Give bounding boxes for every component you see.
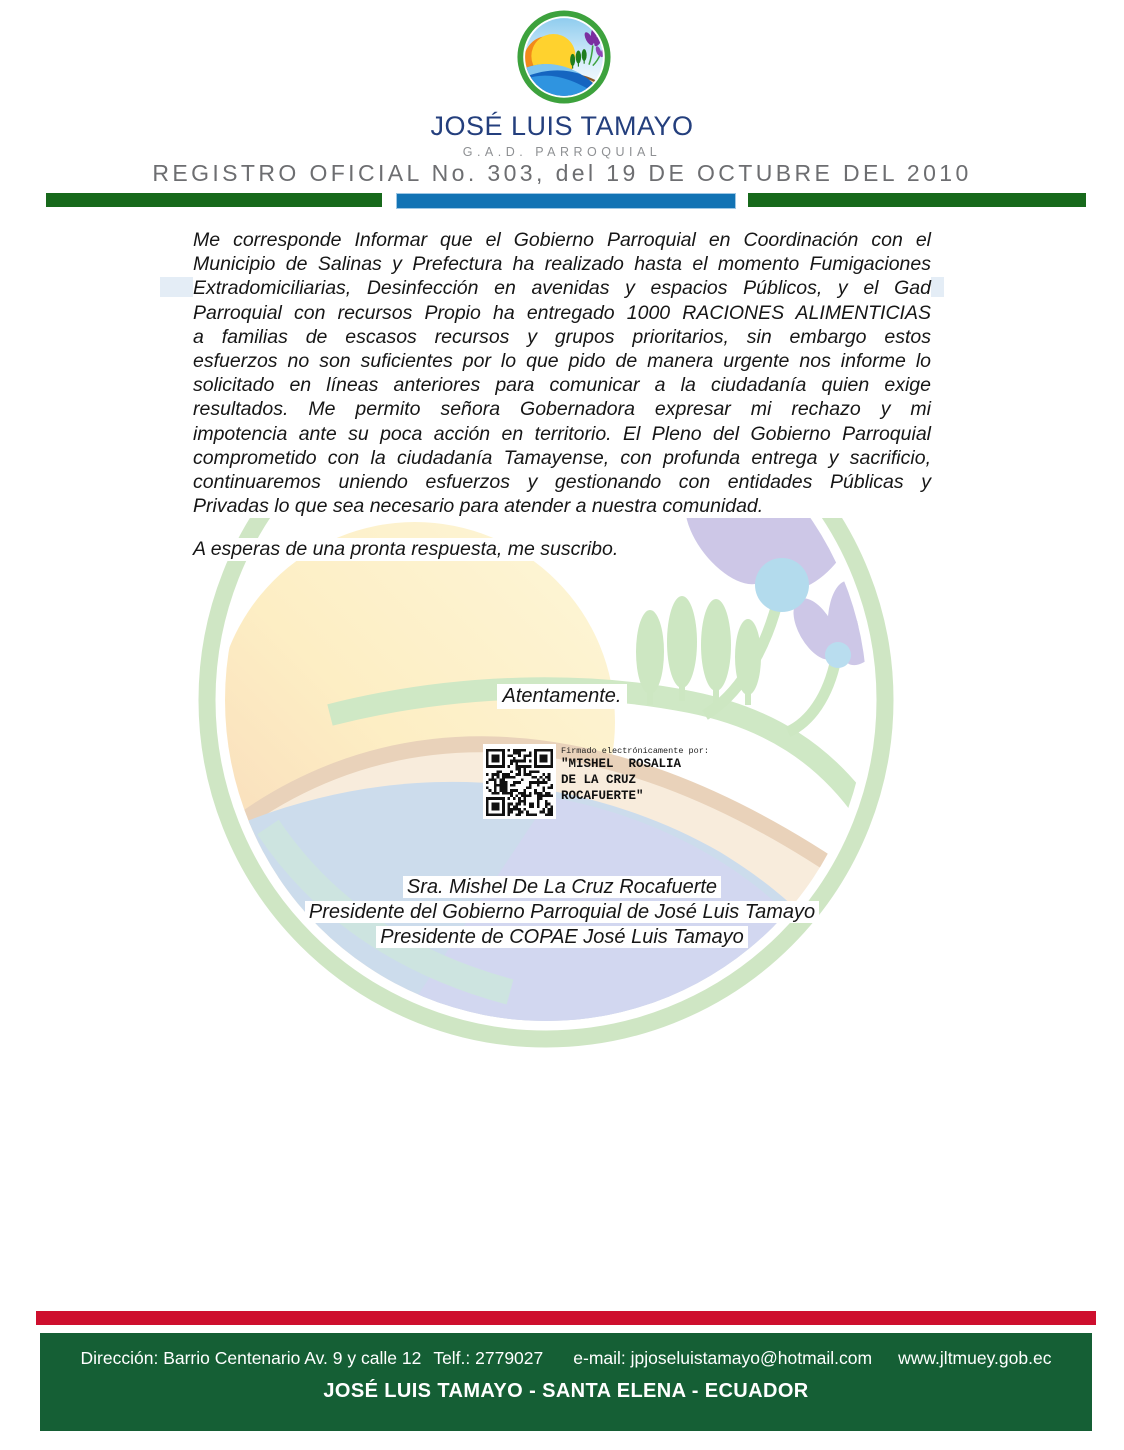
footer-contact-line — [40, 1348, 1092, 1369]
org-name: JOSÉ LUIS TAMAYO — [430, 111, 694, 141]
letter-body — [193, 228, 931, 518]
esign-name-line: ROCAFUERTE" — [561, 789, 644, 803]
signer-block — [193, 875, 931, 951]
footer-phone: Telf.: 2779027 — [433, 1348, 544, 1368]
letter-line: solicitado en líneas anteriores para comunicar a la ciudadanía quien exige — [193, 374, 931, 397]
signer-title-2: Presidente de COPAE José Luis Tamayo — [376, 926, 748, 948]
letter-line: continuaremos uniendo esfuerzos y gestionando con entidades Públicas y — [193, 471, 931, 494]
signer-title-row-2 — [193, 925, 931, 950]
esign-name-line: DE LA CRUZ — [561, 773, 637, 787]
header-stripe-green-right — [748, 193, 1086, 207]
closing-line: A esperas de una pronta respuesta, me suscribo. — [193, 538, 624, 561]
letter-line: impotencia ante su poca acción en territorio. El Pleno del Gobierno Parroquial — [193, 422, 931, 445]
signer-title-1: Presidente del Gobierno Parroquial de José Luis Tamayo — [305, 901, 819, 923]
letter-line: a familias de escasos recursos y grupos prioritarios, sin embargo estos — [193, 325, 931, 348]
header-stripe-green-left — [46, 193, 382, 207]
letter-line: comprometido con la ciudadanía Tamayense, con profunda entrega y sacrificio, — [193, 446, 931, 469]
esign-text — [561, 746, 751, 804]
letter-line: esfuerzos no son suficientes por lo que pido de manera urgente nos informe lo — [193, 350, 931, 373]
letter-line: resultados. Me permito señora Gobernadora expresar mi rechazo y mi — [193, 398, 931, 421]
letter-line: Me corresponde Informar que el Gobierno Parroquial en Coordinación con el — [193, 229, 931, 251]
esign-label: Firmado electrónicamente por: — [561, 746, 709, 756]
signer-name: Sra. Mishel De La Cruz Rocafuerte — [403, 876, 721, 898]
letter-line: Privadas lo que sea necesario para atender a nuestra comunidad. — [193, 494, 931, 518]
footer-email: e-mail: jpjoseluistamayo@hotmail.com — [573, 1348, 873, 1368]
registro-oficial-line: REGISTRO OFICIAL No. 303, del 19 DE OCTUBRE DEL 2010 — [152, 160, 972, 186]
gad-parroquial-logo-icon — [516, 9, 612, 105]
signer-name-row — [193, 875, 931, 900]
footer-website: www.jltmuey.gob.ec — [898, 1348, 1052, 1368]
letter-line: Municipio de Salinas y Prefectura ha realizado hasta el momento Fumigaciones — [193, 253, 931, 276]
footer-location-line: JOSÉ LUIS TAMAYO - SANTA ELENA - ECUADOR — [323, 1380, 809, 1402]
signer-title-row-1 — [193, 900, 931, 925]
footer-red-bar — [36, 1311, 1096, 1325]
salutation-row — [193, 684, 931, 709]
qr-code-icon — [486, 747, 553, 818]
salutation: Atentamente. — [497, 684, 628, 709]
esign-name-line: "MISHEL ROSALIA — [561, 757, 682, 771]
header-stripe-blue — [396, 193, 736, 209]
letter-line: Parroquial con recursos Propio ha entregado 1000 RACIONES ALIMENTICIAS — [193, 301, 931, 324]
org-type: G.A.D. PARROQUIAL — [462, 145, 662, 159]
letter-line: Extradomiciliarias, Desinfección en avenidas y espacios Públicos, y el Gad — [193, 277, 931, 300]
footer-green-bar — [40, 1333, 1092, 1431]
footer-address: Dirección: Barrio Centenario Av. 9 y calle 12 — [80, 1348, 422, 1368]
